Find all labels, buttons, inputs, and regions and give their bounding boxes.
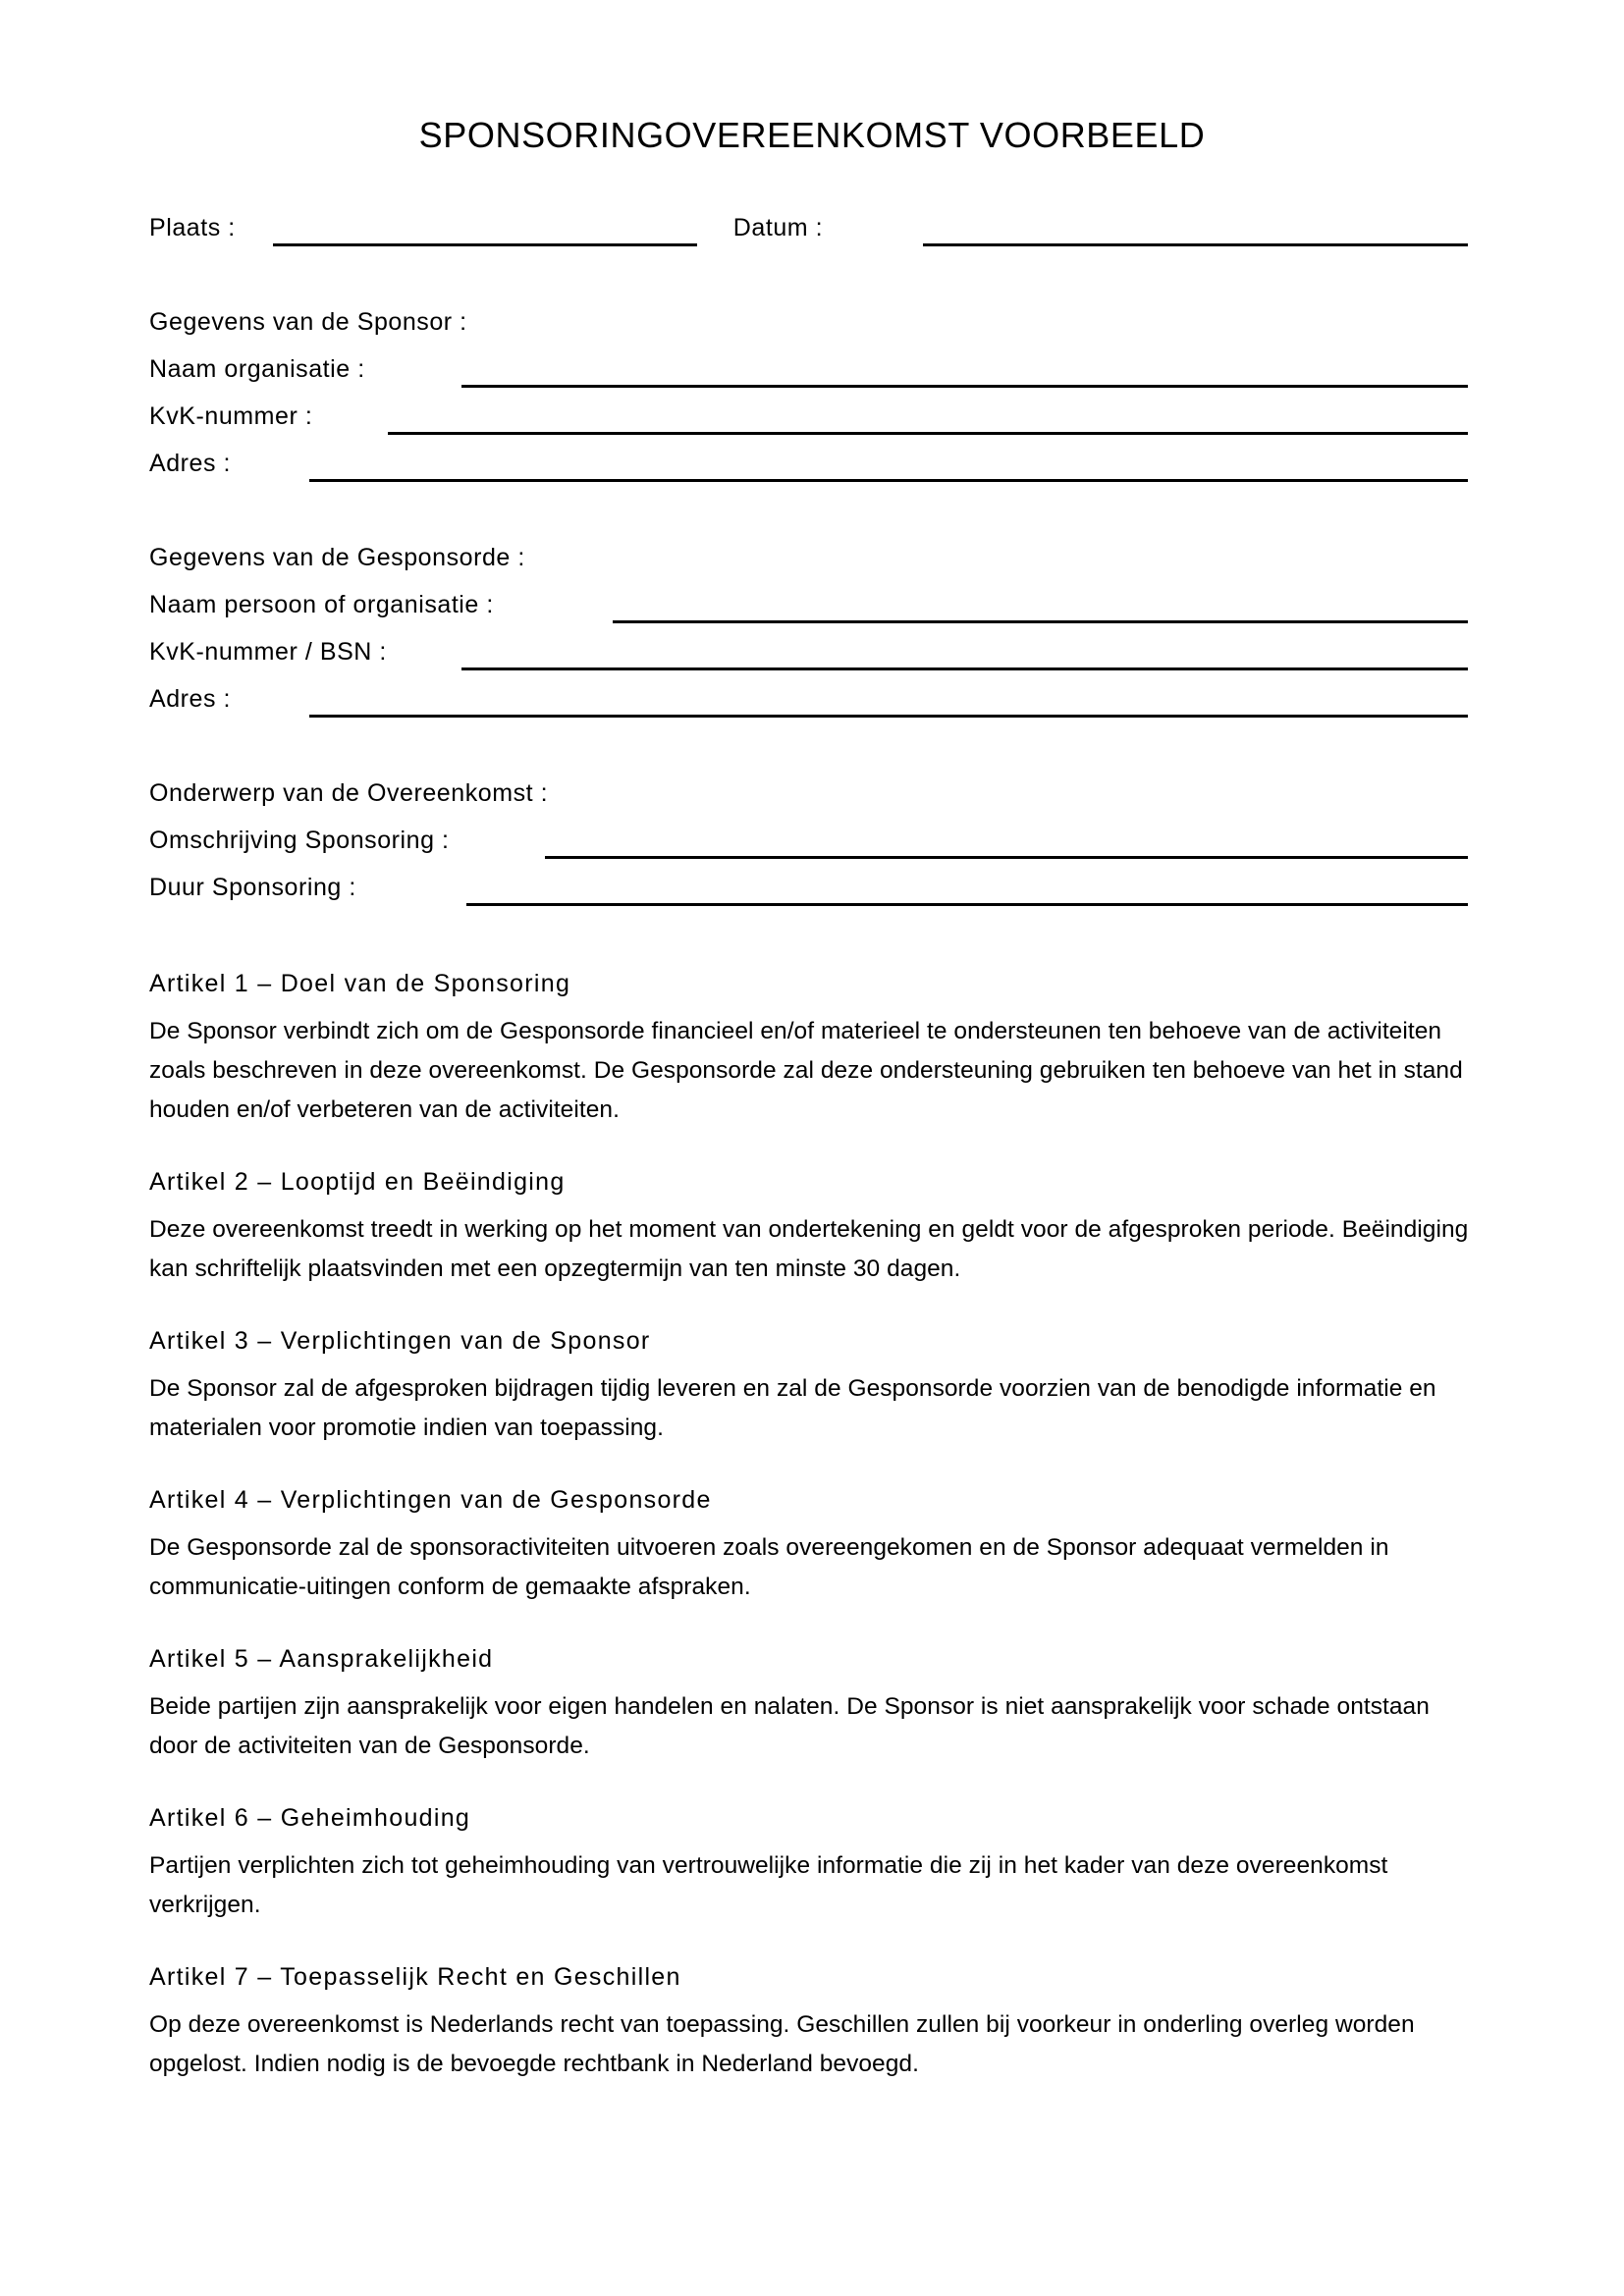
spacer-before-sponsor [149, 258, 1475, 305]
sponsor-naam-row [149, 352, 1475, 400]
article-7-heading: Artikel 7 – Toepasselijk Recht en Geschillen [149, 1963, 681, 1992]
sponsor-kvk-label: KvK-nummer : [149, 402, 313, 431]
article-6-body: Partijen verplichten zich tot geheimhouding van vertrouwelijke informatie die zij in het kader van deze overeenkomst verkrijgen. [149, 1852, 1388, 1919]
plaats-datum-row [149, 211, 1475, 258]
gesponsorde-kvk-label: KvK-nummer / BSN : [149, 638, 387, 667]
omschrijving-label: Omschrijving Sponsoring : [149, 827, 450, 855]
gesponsorde-section-heading: Gegevens van de Gesponsorde : [149, 544, 525, 572]
gesponsorde-adres-label: Adres : [149, 685, 232, 714]
onderwerp-section-heading: Onderwerp van de Overeenkomst : [149, 779, 549, 808]
sponsor-adres-row [149, 447, 1475, 494]
duur-row [149, 871, 1475, 918]
article-4 [149, 1483, 1475, 1607]
article-5 [149, 1642, 1475, 1766]
article-3 [149, 1324, 1475, 1448]
omschrijving-row [149, 824, 1475, 871]
gesponsorde-kvk-row [149, 635, 1475, 682]
articles-list [149, 967, 1475, 2084]
sponsor-naam-label: Naam organisatie : [149, 355, 365, 384]
gesponsorde-adres-input-rule[interactable] [309, 715, 1468, 718]
omschrijving-input-rule[interactable] [545, 856, 1468, 859]
article-3-heading: Artikel 3 – Verplichtingen van de Sponsor [149, 1327, 651, 1356]
plaats-input-rule[interactable] [273, 243, 697, 246]
page-title: SPONSORINGOVEREENKOMST VOORBEELD [418, 115, 1206, 155]
spacer-before-onderwerp [149, 729, 1475, 776]
spacer-before-gesponsorde [149, 494, 1475, 541]
article-2-body: Deze overeenkomst treedt in werking op het moment van ondertekening en geldt voor de afgesproken periode. Beëindiging kan schriftelijk plaatsvinden met een opzegtermijn van ten minste 30 dagen. [149, 1216, 1469, 1283]
gesponsorde-kvk-input-rule[interactable] [461, 667, 1468, 670]
sponsor-adres-input-rule[interactable] [309, 479, 1468, 482]
article-2 [149, 1165, 1475, 1289]
article-1-body: De Sponsor verbindt zich om de Gesponsorde financieel en/of materieel te ondersteunen ten behoeve van de activiteiten zoals beschreven in deze overeenkomst. De Gesponsorde zal deze ondersteuning gebruiken ten behoeve van het in stand houden en/of verbeteren van de activiteiten. [149, 1018, 1463, 1124]
gesponsorde-naam-input-rule[interactable] [613, 620, 1468, 623]
article-4-heading: Artikel 4 – Verplichtingen van de Gesponsorde [149, 1486, 712, 1515]
spacer-before-articles [149, 918, 1475, 967]
article-2-heading: Artikel 2 – Looptijd en Beëindiging [149, 1168, 566, 1197]
article-7-body: Op deze overeenkomst is Nederlands recht van toepassing. Geschillen zullen bij voorkeur in onderling overleg worden opgelost. Indien nodig is de bevoegde rechtbank in Nederland bevoegd. [149, 2011, 1415, 2078]
article-1-heading: Artikel 1 – Doel van de Sponsoring [149, 970, 571, 998]
gesponsorde-naam-row [149, 588, 1475, 635]
sponsor-section-heading: Gegevens van de Sponsor : [149, 308, 467, 337]
spacer-after-title [149, 156, 1475, 211]
sponsor-adres-label: Adres : [149, 450, 232, 478]
gesponsorde-naam-label: Naam persoon of organisatie : [149, 591, 494, 619]
datum-label: Datum : [732, 214, 824, 242]
gesponsorde-adres-row [149, 682, 1475, 729]
plaats-label: Plaats : [149, 214, 236, 242]
sponsor-kvk-row [149, 400, 1475, 447]
article-5-body: Beide partijen zijn aansprakelijk voor eigen handelen en nalaten. De Sponsor is niet aansprakelijk voor schade ontstaan door de activiteiten van de Gesponsorde. [149, 1693, 1430, 1760]
datum-input-rule[interactable] [923, 243, 1468, 246]
article-7 [149, 1960, 1475, 2084]
article-1 [149, 967, 1475, 1130]
article-4-body: De Gesponsorde zal de sponsoractiviteiten uitvoeren zoals overeengekomen en de Sponsor adequaat vermelden in communicatie-uitingen conform de gemaakte afspraken. [149, 1534, 1389, 1601]
duur-label: Duur Sponsoring : [149, 874, 356, 902]
article-5-heading: Artikel 5 – Aansprakelijkheid [149, 1645, 494, 1674]
sponsor-kvk-input-rule[interactable] [388, 432, 1468, 435]
duur-input-rule[interactable] [466, 903, 1468, 906]
article-6-heading: Artikel 6 – Geheimhouding [149, 1804, 471, 1833]
sponsor-naam-input-rule[interactable] [461, 385, 1468, 388]
article-3-body: De Sponsor zal de afgesproken bijdragen tijdig leveren en zal de Gesponsorde voorzien van de benodigde informatie en materialen voor promotie indien van toepassing. [149, 1375, 1436, 1442]
article-6 [149, 1801, 1475, 1925]
